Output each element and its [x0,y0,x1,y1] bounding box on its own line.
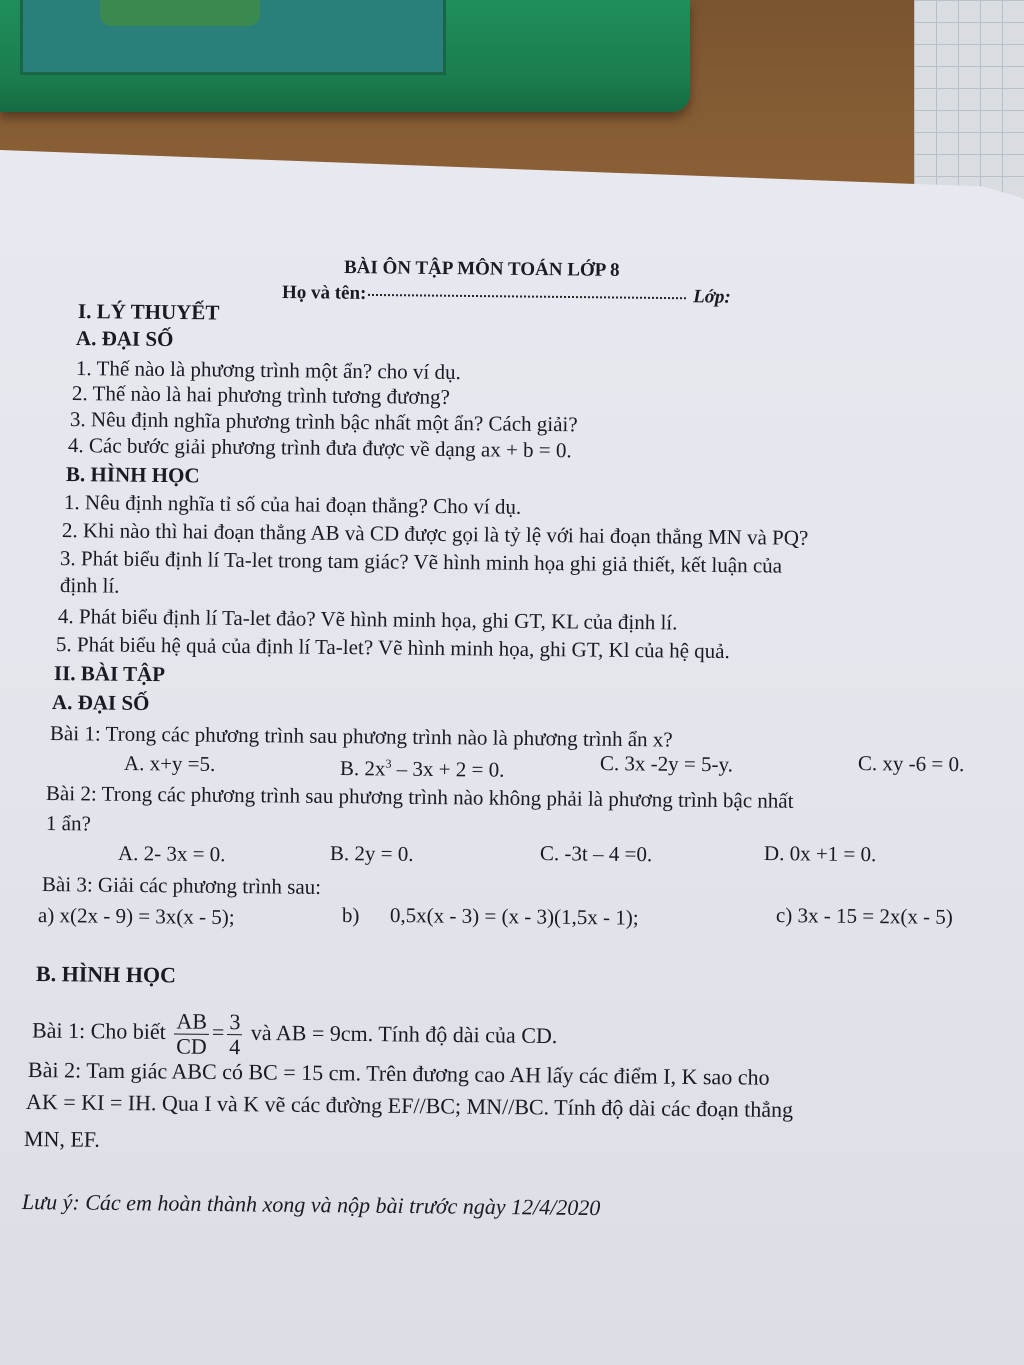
geo-bai2-line: MN, EF. [23,1126,101,1152]
bai1-option-b [340,751,505,782]
bai3-part-a: a) x(2x - 9) = 3x(x - 5); [37,903,235,930]
fraction-ab-cd [174,1009,209,1058]
theory-algebra-item: 2. Thế nào là hai phương trình tương đương? [71,381,451,409]
geo-bai1-suffix: và AB = 9cm. Tính độ dài của CD. [250,1019,558,1049]
green-book [0,0,690,112]
exercises-algebra-heading: A. ĐẠI SỐ [51,690,150,716]
name-blank-line [368,294,686,299]
exercises-geometry-heading: B. HÌNH HỌC [35,961,177,988]
bai2-option-d: D. 0x +1 = 0. [763,841,877,867]
theory-algebra-item: 3. Nêu định nghĩa phương trình bậc nhất một ẩn? Cách giải? [69,407,578,437]
fraction-numerator: 3 [227,1010,242,1035]
bai1-option-b-rest: – 3x + 2 = 0. [391,756,505,782]
bai3-part-c: c) 3x - 15 = 2x(x - 5) [775,903,954,929]
bai1-option-c: C. 3x -2y = 5-y. [599,751,734,777]
bai2-option-c: C. -3t – 4 =0. [539,841,653,867]
bai2-question-cont: 1 ẩn? [45,811,92,836]
theory-geometry-item: 2. Khi nào thì hai đoạn thẳng AB và CD được gọi là tỷ lệ với hai đoạn thẳng MN và PQ? [61,518,809,550]
theory-geometry-item: 3. Phát biểu định lí Ta-let trong tam giác? Vẽ hình minh họa ghi giả thiết, kết luận của [59,546,783,578]
book-cover-tab [100,0,260,26]
fraction-3-4 [227,1010,243,1059]
section-theory-heading: I. LÝ THUYẾT [77,299,220,325]
bai3-part-b: 0,5x(x - 3) = (x - 3)(1,5x - 1); [389,903,639,930]
bai3-part-b-label: b) [341,903,360,928]
bai1-option-d: C. xy -6 = 0. [857,751,965,777]
bai2-option-b: B. 2y = 0. [329,841,414,866]
bai2-question: Bài 2: Trong các phương trình sau phương trình nào không phải là phương trình bậc nhất [45,781,794,813]
theory-algebra-item: 1. Thế nào là phương trình một ẩn? cho ví dụ. [75,356,461,385]
theory-geometry-item: 1. Nêu định nghĩa tỉ số của hai đoạn thẳng? Cho ví dụ. [63,490,522,519]
bai1-question: Bài 1: Trong các phương trình sau phương trình nào là phương trình ẩn x? [49,721,673,752]
geo-bai1 [32,1008,558,1062]
fraction-numerator: AB [174,1009,209,1034]
theory-geometry-heading: B. HÌNH HỌC [65,462,200,488]
bai2-option-a: A. 2- 3x = 0. [117,841,226,867]
geo-bai1-prefix: Bài 1: Cho biết [31,1017,166,1044]
equals-sign: = [211,1019,225,1045]
theory-algebra-heading: A. ĐẠI SỐ [75,326,174,352]
grid-paper [914,0,1024,200]
bai1-option-b-text: B. 2x [339,756,386,781]
bai1-option-a: A. x+y =5. [123,751,216,776]
geo-bai2-line: AK = KI = IH. Qua I và K vẽ các đường EF//BC; MN//BC. Tính độ dài các đoạn thẳng [25,1089,794,1123]
theory-algebra-item: 4. Các bước giải phương trình đưa được về dạng ax + b = 0. [67,433,572,463]
bai3-question: Bài 3: Giải các phương trình sau: [41,872,322,899]
name-label: Họ và tên: [281,282,367,304]
fraction-denominator: CD [176,1033,207,1059]
section-exercises-heading: II. BÀI TẬP [53,661,166,687]
name-field [282,281,731,310]
geo-bai2-line: Bài 2: Tam giác ABC có BC = 15 cm. Trên đương cao AH lấy các điểm I, K sao cho [27,1057,770,1090]
class-label: Lớp: [693,286,731,308]
theory-geometry-item: 4. Phát biểu định lí Ta-let đảo? Vẽ hình minh họa, ghi GT, KL của định lí. [57,604,678,635]
theory-geometry-item: định lí. [59,573,120,598]
fraction-denominator: 4 [229,1034,241,1060]
bai1-option-b-exponent: 3 [385,756,392,771]
deadline-note: Lưu ý: Các em hoàn thành xong và nộp bài trước ngày 12/4/2020 [21,1189,601,1221]
theory-geometry-item: 5. Phát biểu hệ quả của định lí Ta-let? Vẽ hình minh họa, ghi GT, Kl của hệ quả. [55,632,730,664]
worksheet-title: BÀI ÔN TẬP MÔN TOÁN LỚP 8 [343,257,620,281]
